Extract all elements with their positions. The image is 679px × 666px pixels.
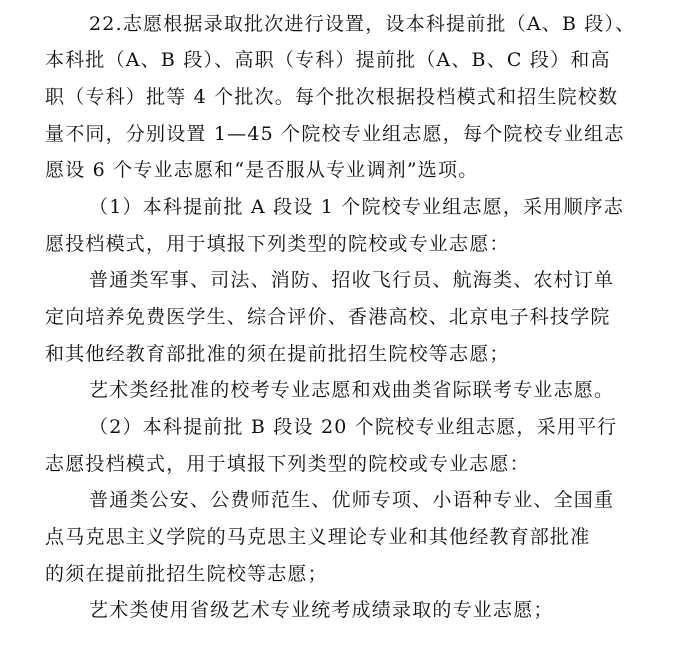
paragraph-22-line-4: 量不同，分别设置 1—45 个院校专业组志愿，每个院校专业组志: [45, 123, 625, 145]
item-2-line-2: 志愿投档模式，用于填报下列类型的院校或专业志愿：: [45, 453, 530, 475]
item-2-general-line-2: 点马克思主义学院的马克思主义理论专业和其他经教育部批准: [45, 526, 591, 548]
item-1-line-2: 愿投档模式，用于填报下列类型的院校或专业志愿：: [45, 233, 510, 255]
item-2-art-line: 艺术类使用省级艺术专业统考成绩录取的专业志愿；: [89, 599, 554, 621]
item-1-general-line-2: 定向培养免费医学生、综合评价、香港高校、北京电子科技学院: [45, 306, 611, 328]
paragraph-22-line-5: 愿设 6 个专业志愿和“是否服从专业调剂”选项。: [45, 159, 479, 181]
item-2-general-line-3: 的须在提前批招生院校等志愿；: [45, 563, 328, 585]
paragraph-22-line-3: 职（专科）批等 4 个批次。每个批次根据投档模式和招生院校数: [45, 86, 619, 108]
item-1-line-1: （1）本科提前批 A 段设 1 个院校专业组志愿，采用顺序志: [89, 196, 625, 218]
paragraph-22-line-1: 22.志愿根据录取批次进行设置，设本科提前批（A、B 段）、: [89, 13, 636, 35]
item-2-line-1: （2）本科提前批 B 段设 20 个院校专业组志愿，采用平行: [89, 416, 618, 438]
item-2-general-line-1: 普通类公安、公费师范生、优师专项、小语种专业、全国重: [89, 489, 615, 511]
item-1-art-line: 艺术类经批准的校考专业志愿和戏曲类省际联考专业志愿。: [89, 379, 615, 401]
paragraph-22-line-2: 本科批（A、B 段）、高职（专科）提前批（A、B、C 段）和高: [45, 49, 611, 71]
item-1-general-line-3: 和其他经教育部批准的须在提前批招生院校等志愿；: [45, 343, 510, 365]
item-1-general-line-1: 普通类军事、司法、消防、招收飞行员、航海类、农村订单: [89, 269, 615, 291]
